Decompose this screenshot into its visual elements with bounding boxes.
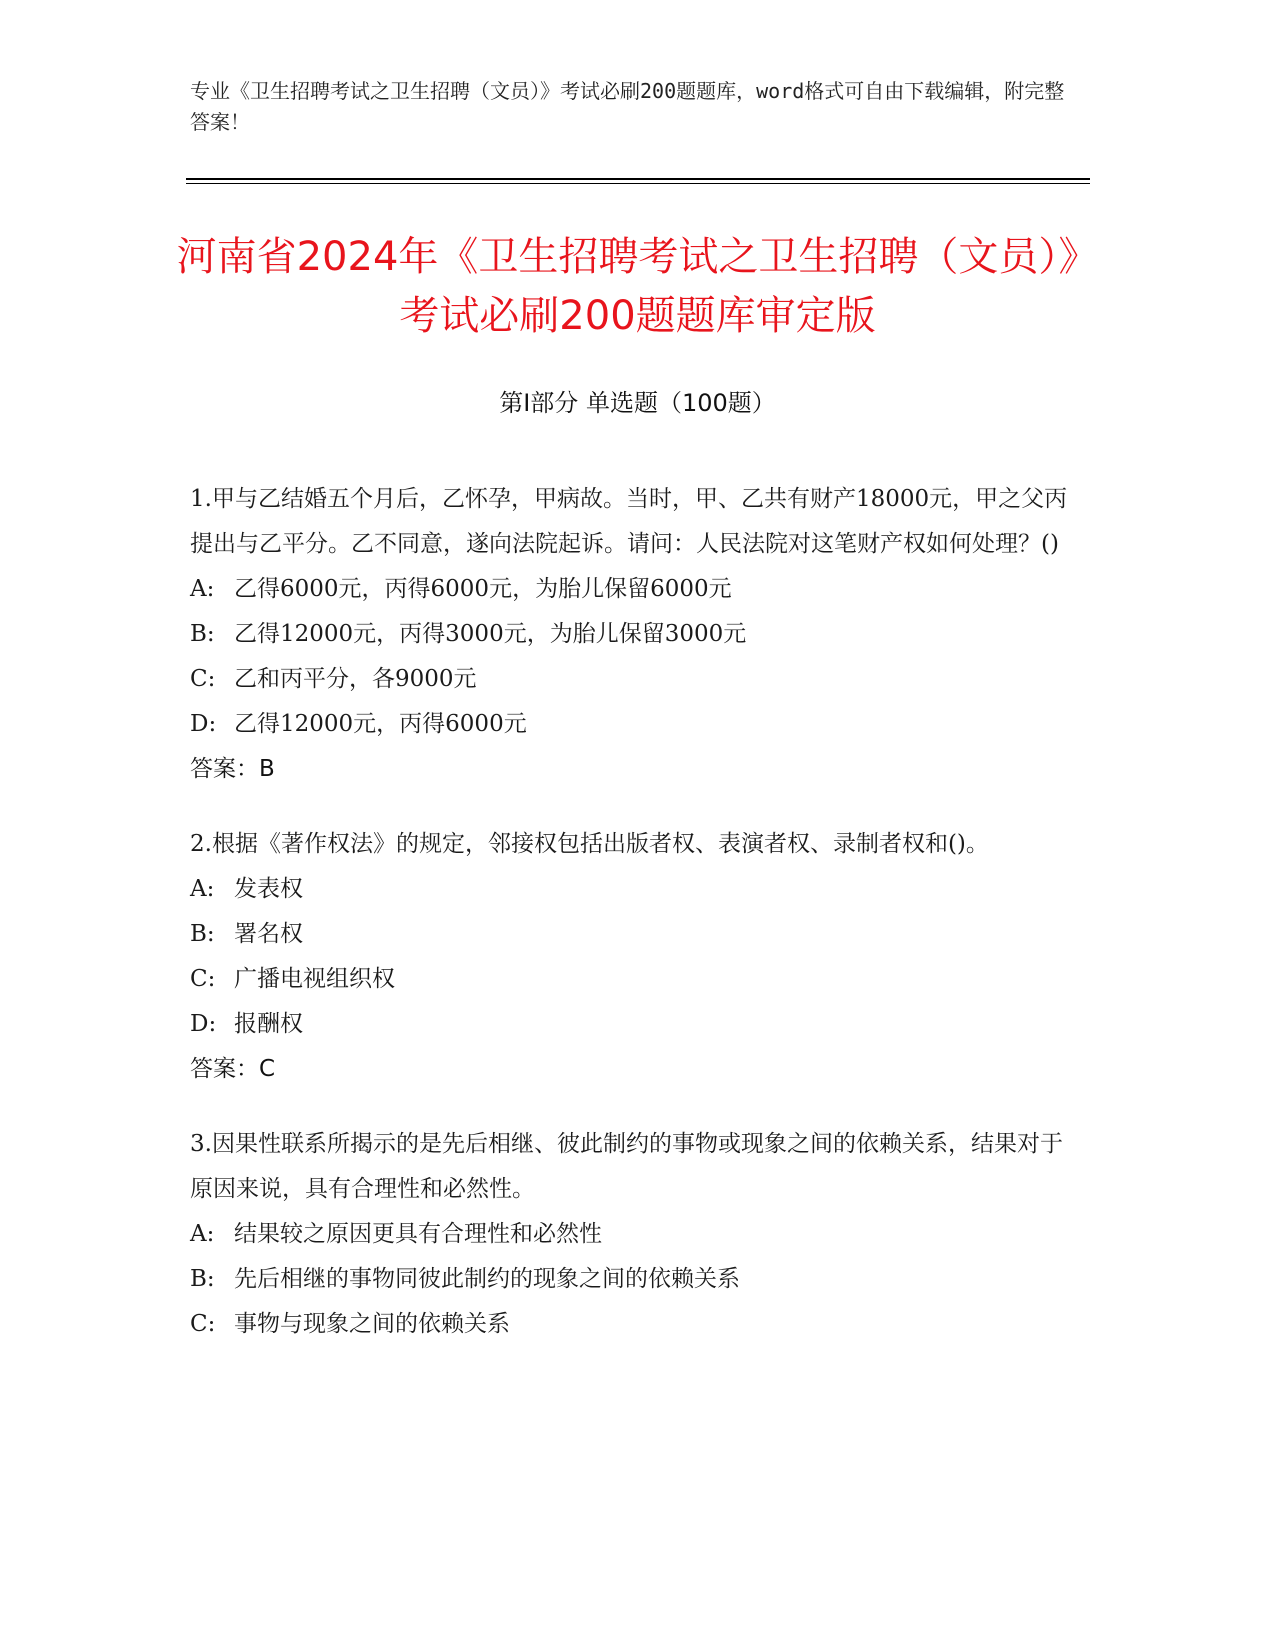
- option-letter: B:: [190, 1266, 215, 1292]
- option-letter: B:: [190, 921, 215, 947]
- option-a: [190, 567, 1070, 612]
- option-text: 署名权: [234, 921, 303, 947]
- option-d: [190, 1002, 1070, 1047]
- option-text: 乙得12000元，丙得3000元，为胎儿保留3000元: [234, 621, 747, 647]
- option-text: 广播电视组织权: [234, 966, 395, 992]
- option-letter: C:: [190, 966, 216, 992]
- question-stem: 1.甲与乙结婚五个月后，乙怀孕，甲病故。当时，甲、乙共有财产18000元，甲之父丙提出与乙平分。乙不同意，遂向法院起诉。请问：人民法院对这笔财产权如何处理？(): [190, 486, 1068, 557]
- option-text: 先后相继的事物同彼此制约的现象之间的依赖关系: [234, 1266, 740, 1292]
- header-note: 专业《卫生招聘考试之卫生招聘（文员）》考试必刷200题题库，word格式可自由下载编辑，附完整答案！: [190, 79, 1065, 134]
- section-heading: 第Ⅰ部分 单选题（100题）: [499, 389, 776, 417]
- question-3: [190, 1122, 1070, 1347]
- question-list: [190, 477, 1070, 1377]
- option-letter: C:: [190, 666, 216, 692]
- question-stem: 3.因果性联系所揭示的是先后相继、彼此制约的事物或现象之间的依赖关系，结果对于原因来说，具有合理性和必然性。: [190, 1131, 1063, 1202]
- option-b: [190, 1257, 1070, 1302]
- option-letter: C:: [190, 1311, 216, 1337]
- option-a: [190, 1212, 1070, 1257]
- option-letter: A:: [190, 1221, 215, 1247]
- option-text: 结果较之原因更具有合理性和必然性: [234, 1221, 602, 1247]
- option-letter: A:: [190, 576, 215, 602]
- option-d: [190, 702, 1070, 747]
- option-text: 乙和丙平分，各9000元: [234, 666, 477, 692]
- header-divider-thick: [186, 178, 1090, 180]
- option-text: 乙得6000元，丙得6000元，为胎儿保留6000元: [234, 576, 732, 602]
- option-text: 发表权: [234, 876, 303, 902]
- option-letter: D:: [190, 711, 217, 737]
- option-c: [190, 957, 1070, 1002]
- option-c: [190, 657, 1070, 702]
- option-letter: B:: [190, 621, 215, 647]
- question-1: [190, 477, 1070, 792]
- option-b: [190, 612, 1070, 657]
- document-title: 河南省2024年《卫生招聘考试之卫生招聘（文员）》考试必刷200题题库审定版: [176, 234, 1099, 339]
- option-text: 事物与现象之间的依赖关系: [234, 1311, 510, 1337]
- question-stem: 2.根据《著作权法》的规定，邻接权包括出版者权、表演者权、录制者权和()。: [190, 831, 989, 857]
- option-text: 乙得12000元，丙得6000元: [234, 711, 527, 737]
- answer-line: 答案：C: [190, 1056, 276, 1082]
- option-text: 报酬权: [234, 1011, 303, 1037]
- question-2: [190, 822, 1070, 1092]
- option-letter: A:: [190, 876, 215, 902]
- option-c: [190, 1302, 1070, 1347]
- header-divider-thin: [186, 183, 1090, 184]
- option-letter: D:: [190, 1011, 217, 1037]
- option-a: [190, 867, 1070, 912]
- option-b: [190, 912, 1070, 957]
- answer-line: 答案：B: [190, 756, 275, 782]
